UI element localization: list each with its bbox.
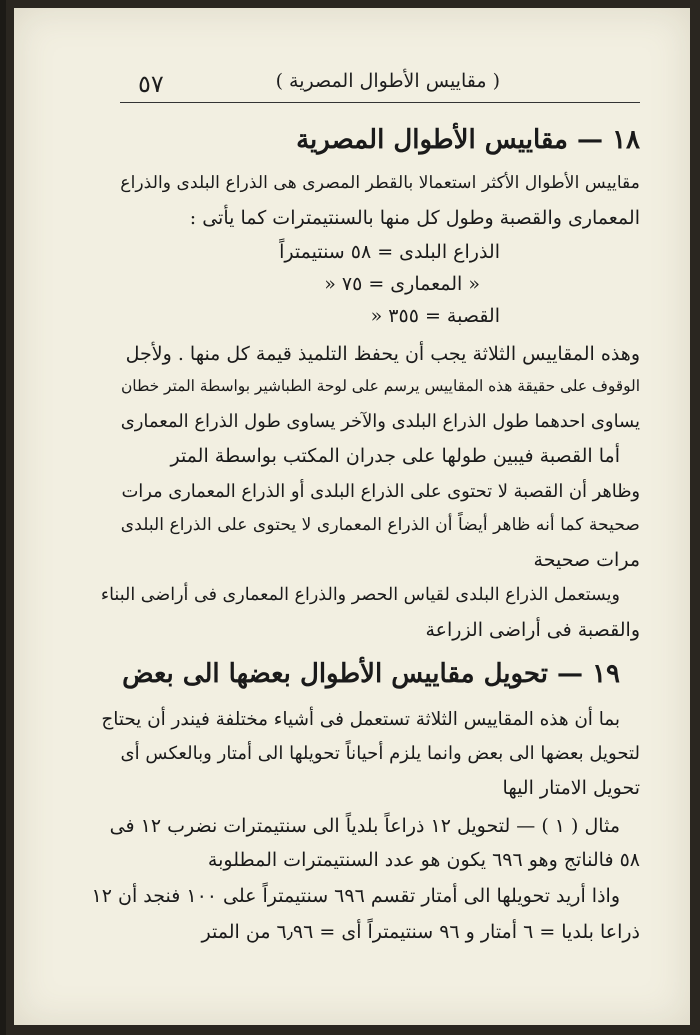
text-line: وظاهر أن القصبة لا تحتوى على الذراع البلدى أو الذراع المعمارى مرات bbox=[121, 481, 640, 502]
text-line: والقصبة فى أراضى الزراعة bbox=[425, 619, 640, 641]
text-line: صحيحة كما أنه ظاهر أيضاً أن الذراع المعمارى لا يحتوى على الذراع البلدى bbox=[120, 515, 640, 535]
page-number: ٥٧ bbox=[138, 70, 164, 98]
text-line: أما القصبة فيبين طولها على جدران المكتب بواسطة المتر bbox=[170, 445, 620, 467]
section-19-heading: ١٩ — تحويل مقاييس الأطوال بعضها الى بعض bbox=[122, 659, 620, 689]
text-line: تحويل الامتار اليها bbox=[502, 777, 640, 799]
page-header bbox=[120, 68, 640, 103]
measure-line: « المعمارى = ٧٥ « bbox=[324, 273, 480, 295]
text-line: الوقوف على حقيقة هذه المقاييس يرسم على لوحة الطباشير بواسطة المتر خطان bbox=[121, 377, 640, 395]
page-edge bbox=[0, 0, 6, 1035]
example-line: ذراعا بلديا = ٦ أمتار و ٩٦ سنتيمتراً أى = ٦٫٩٦ من المتر bbox=[201, 921, 640, 943]
text-line: وهذه المقاييس الثلاثة يجب أن يحفظ التلميذ قيمة كل منها . ولأجل bbox=[125, 343, 640, 365]
running-title: ( مقاييس الأطوال المصرية ) bbox=[275, 70, 500, 92]
text-line: بما أن هذه المقاييس الثلاثة تستعمل فى أشياء مختلفة فيندر أن يحتاج bbox=[101, 709, 620, 730]
text-line: مقاييس الأطوال الأكثر استعمالا بالقطر المصرى هى الذراع البلدى والذراع bbox=[120, 173, 640, 193]
measure-line: القصبة = ٣٥٥ « bbox=[370, 305, 500, 327]
example-line: واذا أريد تحويلها الى أمتار تقسم ٦٩٦ سنتيمتراً على ١٠٠ فنجد أن ١٢ bbox=[91, 885, 620, 907]
text-line: المعمارى والقصبة وطول كل منها بالسنتيمترات كما يأتى : bbox=[189, 207, 640, 229]
text-line: ويستعمل الذراع البلدى لقياس الحصر والذراع المعمارى فى أراضى البناء bbox=[100, 585, 620, 605]
text-line: مرات صحيحة bbox=[533, 549, 640, 571]
text-line: يساوى احدهما طول الذراع البلدى والآخر يساوى طول الذراع المعمارى bbox=[120, 411, 640, 432]
measure-line: الذراع البلدى = ٥٨ سنتيمتراً bbox=[279, 241, 500, 263]
example-line: ٥٨ فالناتج وهو ٦٩٦ يكون هو عدد السنتيمترات المطلوبة bbox=[207, 849, 640, 871]
example-line: مثال ( ١ ) — لتحويل ١٢ ذراعاً بلدياً الى سنتيمترات نضرب ١٢ فى bbox=[109, 815, 620, 837]
text-line: لتحويل بعضها الى بعض وانما يلزم أحياناً تحويلها الى أمتار وبالعكس أى bbox=[120, 743, 640, 764]
section-18-heading: ١٨ — مقاييس الأطوال المصرية bbox=[296, 125, 640, 155]
